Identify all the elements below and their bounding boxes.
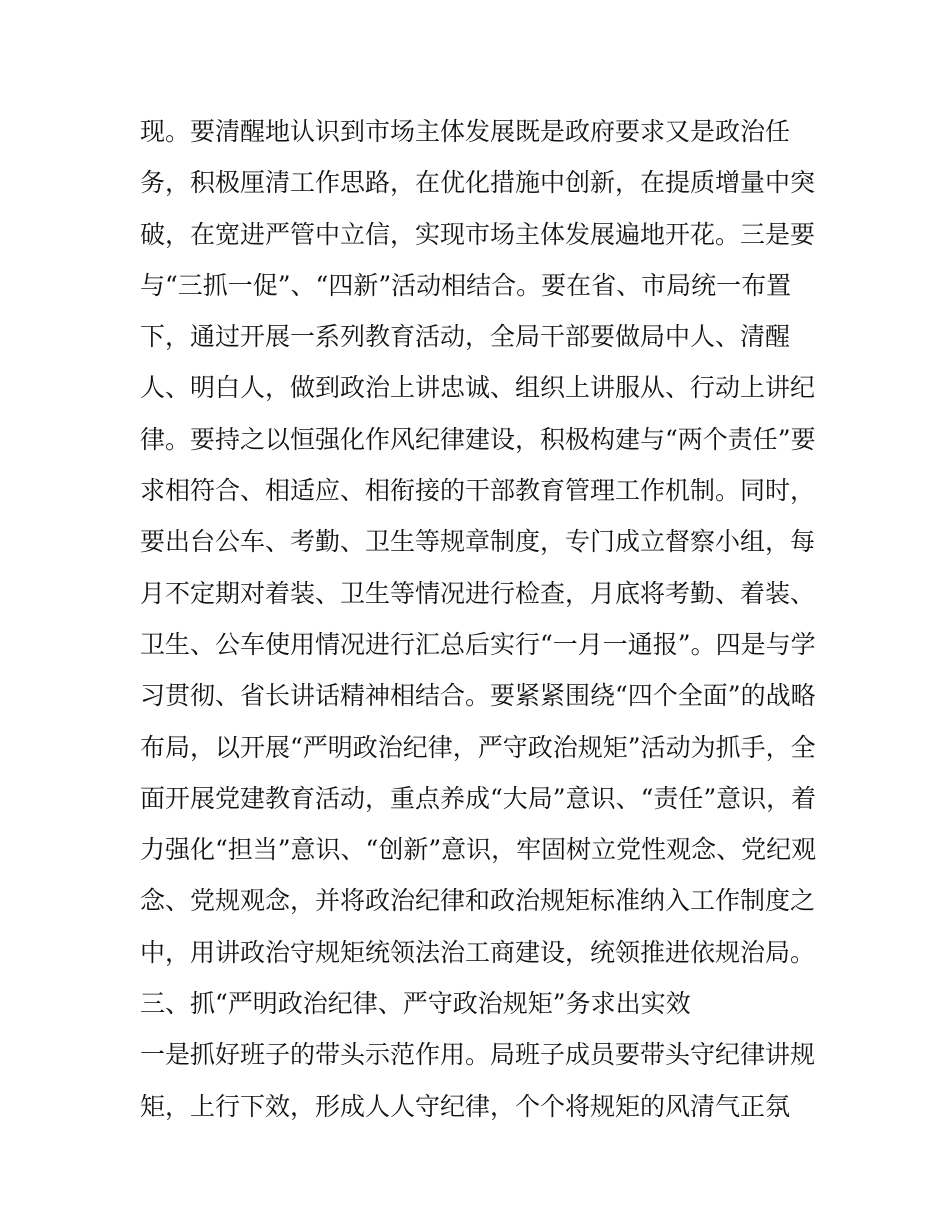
text-line: 破，在宽进严管中立信，实现市场主体发展遍地开花。三是要 bbox=[140, 219, 816, 249]
text-line: 卫生、公车使用情况进行汇总后实行“一月一通报”。四是与学 bbox=[140, 629, 816, 659]
text-line: 念、党规观念，并将政治纪律和政治规矩标准纳入工作制度之 bbox=[140, 886, 816, 916]
text-line: 面开展党建教育活动，重点养成“大局”意识、“责任”意识，着 bbox=[140, 783, 817, 813]
text-line: 力强化“担当”意识、“创新”意识，牢固树立党性观念、党纪观 bbox=[140, 835, 817, 865]
text-line: 习贯彻、省长讲话精神相结合。要紧紧围绕“四个全面”的战略 bbox=[140, 681, 816, 711]
text-line: 与“三抓一促”、“四新”活动相结合。要在省、市局统一布置 bbox=[140, 270, 792, 300]
text-line: 一是抓好班子的带头示范作用。局班子成员要带头守纪律讲规 bbox=[140, 1040, 816, 1070]
text-line: 律。要持之以恒强化作风纪律建设，积极构建与“两个责任”要 bbox=[140, 424, 816, 454]
text-line: 中，用讲政治守规矩统领法治工商建设，统领推进依规治局。 bbox=[140, 937, 816, 967]
text-line: 务，积极厘清工作思路，在优化措施中创新，在提质增量中突 bbox=[140, 168, 816, 198]
text-line: 布局，以开展“严明政治纪律，严守政治规矩”活动为抓手，全 bbox=[140, 732, 816, 762]
text-line: 人、明白人，做到政治上讲忠诚、组织上讲服从、行动上讲纪 bbox=[140, 373, 816, 403]
body-text bbox=[140, 106, 830, 1132]
section-heading: 三、抓“严明政治纪律、严守政治规矩”务求出实效 bbox=[140, 989, 691, 1019]
text-line: 月不定期对着装、卫生等情况进行检查，月底将考勤、着装、 bbox=[140, 578, 816, 608]
text-line: 矩，上行下效，形成人人守纪律，个个将规矩的风清气正氛 bbox=[140, 1091, 791, 1121]
text-line: 现。要清醒地认识到市场主体发展既是政府要求又是政治任 bbox=[140, 117, 791, 146]
text-line: 要出台公车、考勤、卫生等规章制度，专门成立督察小组，每 bbox=[140, 527, 816, 557]
text-line: 求相符合、相适应、相衔接的干部教育管理工作机制。同时， bbox=[140, 476, 816, 506]
text-line: 下，通过开展一系列教育活动，全局干部要做局中人、清醒 bbox=[140, 322, 791, 352]
